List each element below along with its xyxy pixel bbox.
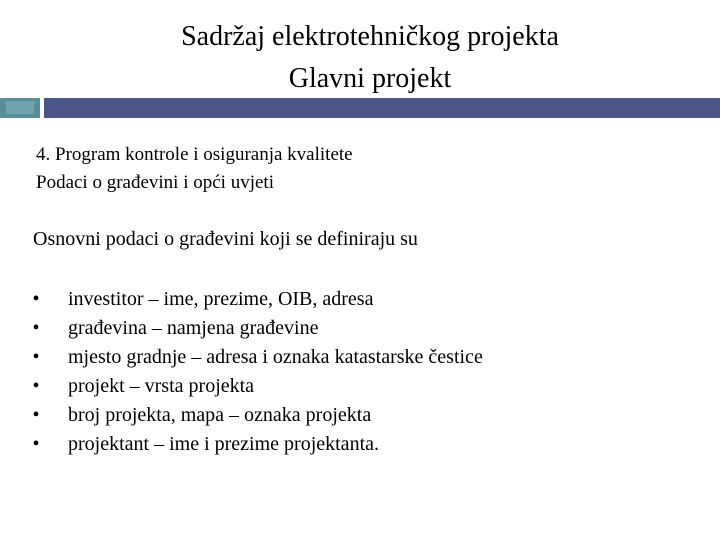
list-item-text: projekt – vrsta projekta: [68, 375, 255, 397]
slide-title-line-1: Sadržaj elektrotehničkog projekta: [181, 21, 559, 52]
section-heading: 4. Program kontrole i osiguranja kvalitete: [36, 144, 353, 165]
list-item-text: mjesto gradnje – adresa i oznaka katastarske čestice: [68, 346, 483, 368]
bullet-icon: •: [32, 288, 40, 310]
slide-title-line-2: Glavni projekt: [288, 63, 452, 94]
section-subheading: Podaci o građevini i opći uvjeti: [36, 172, 274, 193]
list-item-text: građevina – namjena građevine: [68, 317, 319, 339]
bullet-icon: •: [32, 346, 40, 368]
accent-bar-right: [44, 98, 720, 118]
bullet-icon: •: [32, 375, 40, 397]
bullet-icon: •: [32, 404, 40, 426]
bullet-icon: •: [32, 317, 40, 339]
list-item-text: investitor – ime, prezime, OIB, adresa: [68, 288, 374, 310]
bullet-icon: •: [32, 433, 40, 455]
list-item-text: projektant – ime i prezime projektanta.: [68, 433, 379, 455]
accent-bar-left: [0, 98, 40, 118]
list-item-text: broj projekta, mapa – oznaka projekta: [68, 404, 372, 426]
accent-bar-inner: [6, 101, 34, 114]
intro-text: Osnovni podaci o građevini koji se definiraju su: [33, 228, 418, 250]
